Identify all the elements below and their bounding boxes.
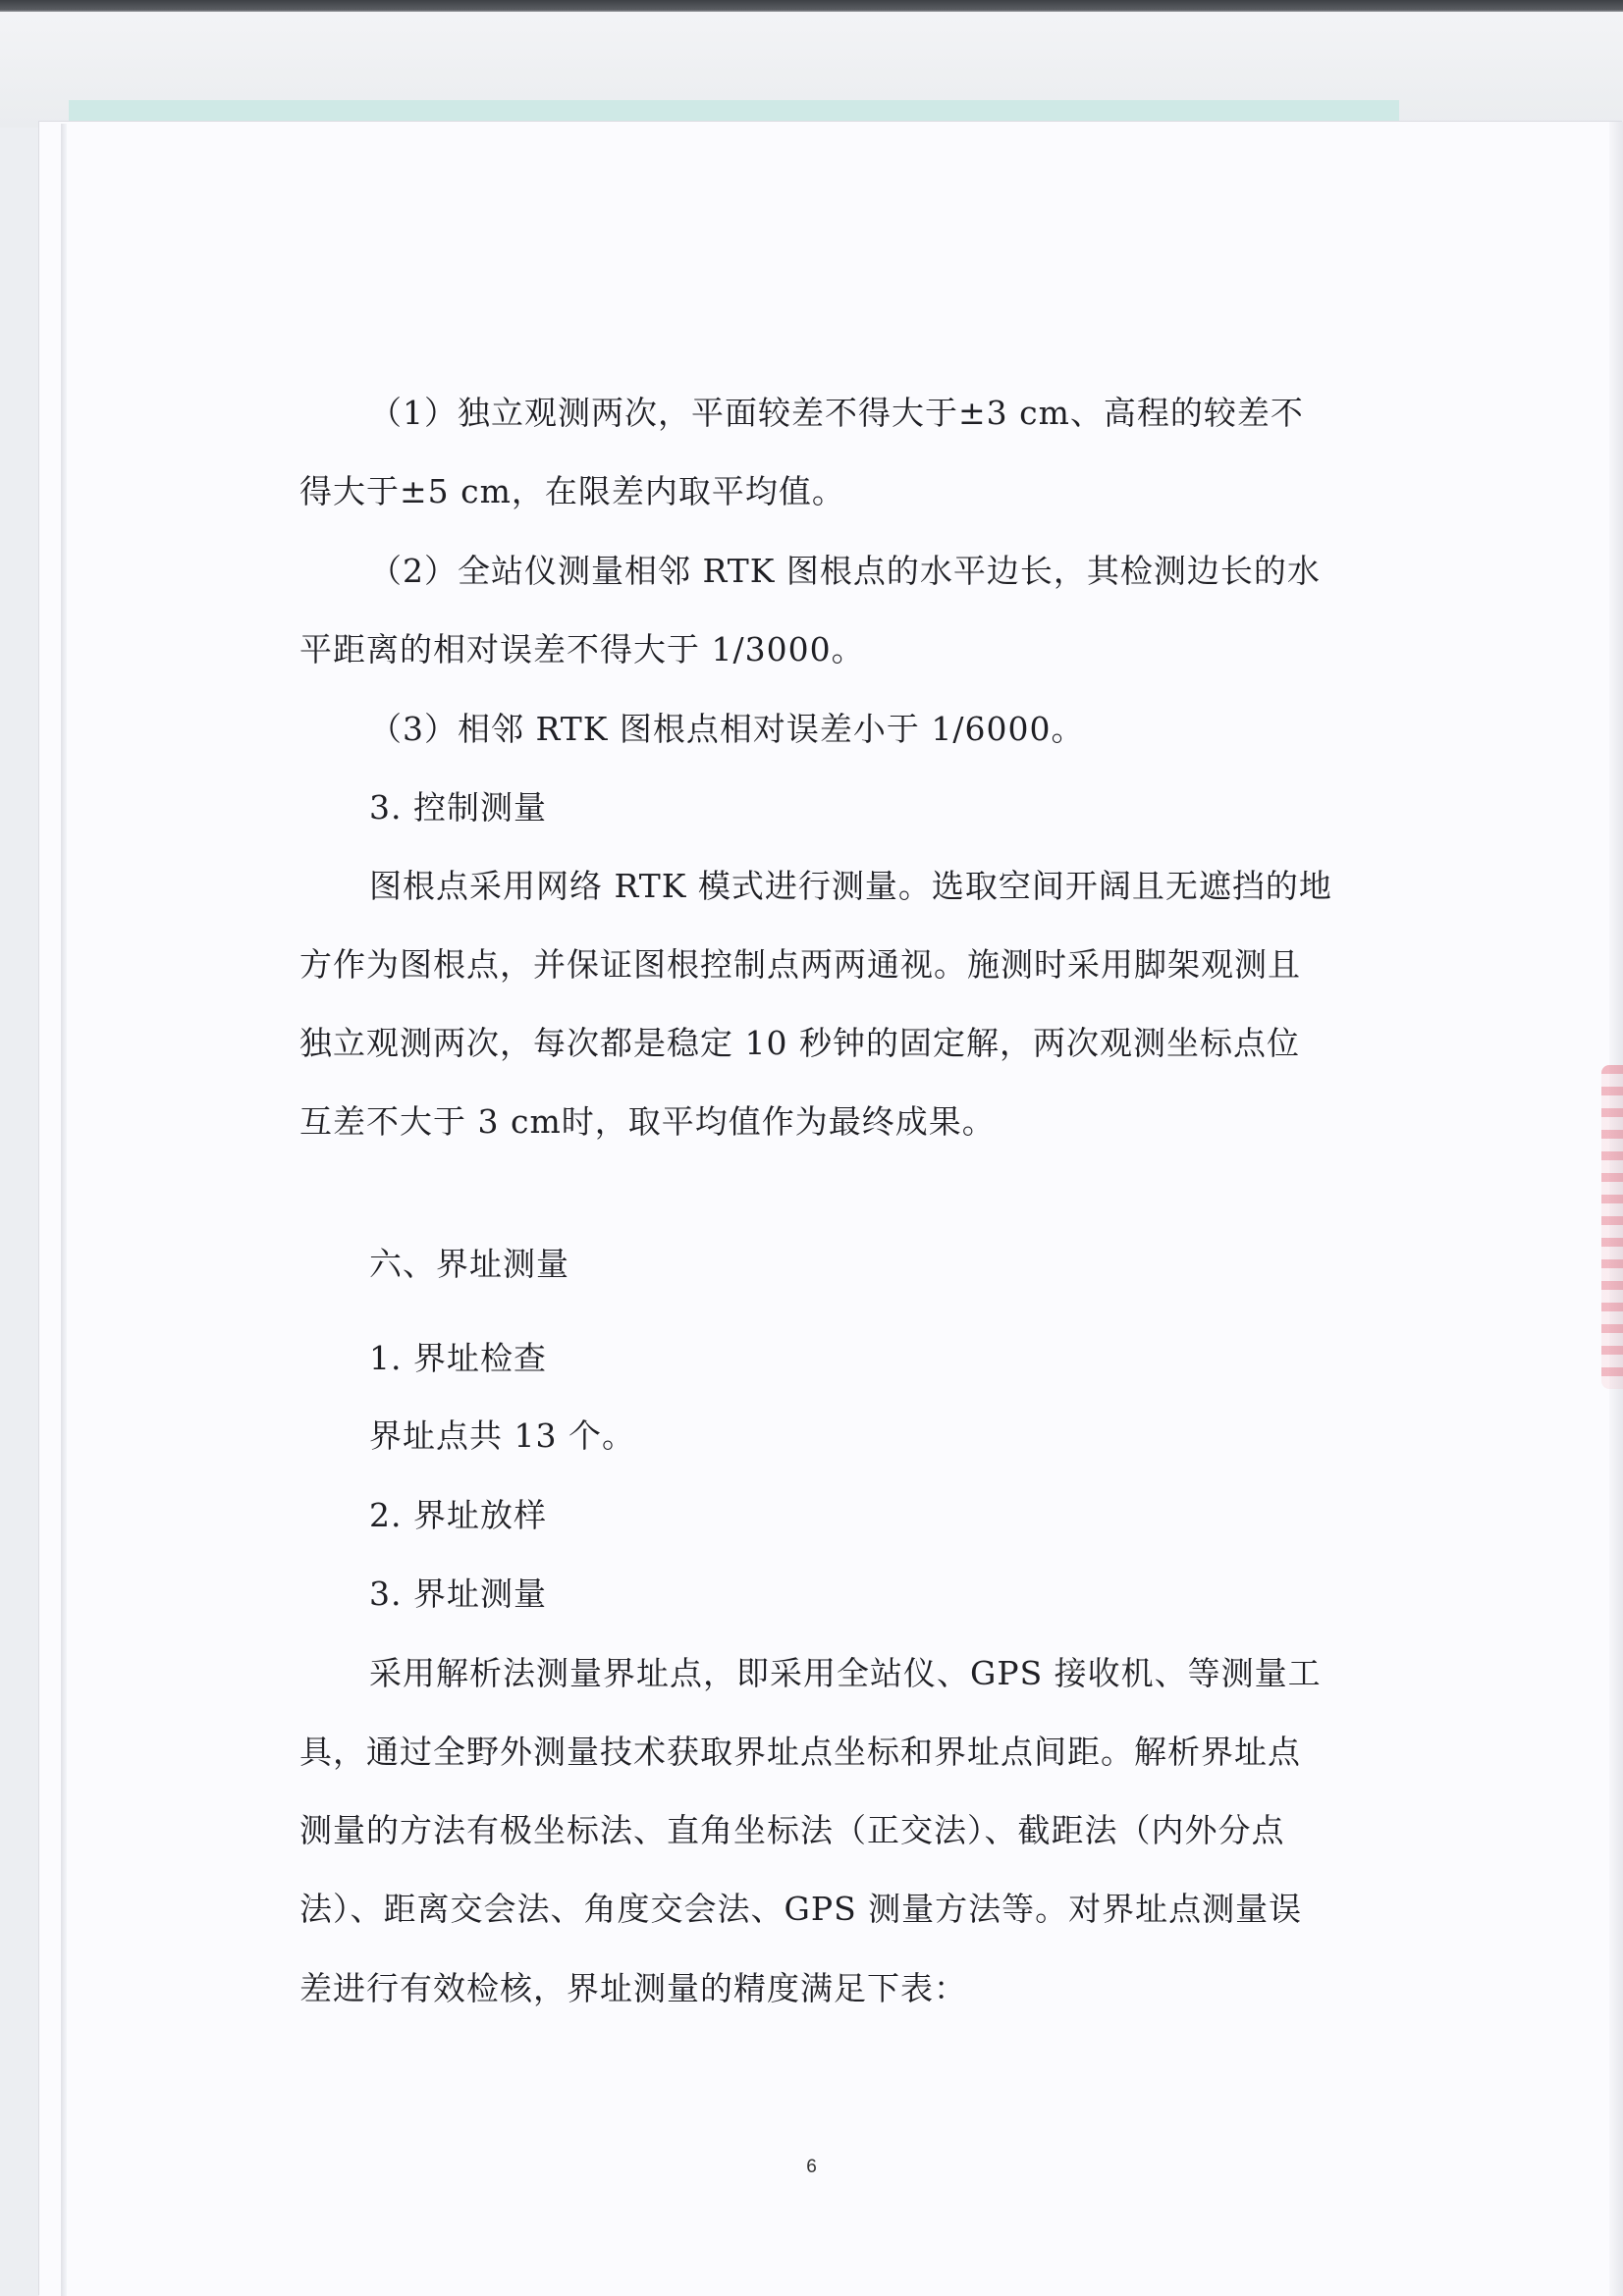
paragraph-line: 图根点采用网络 RTK 模式进行测量。选取空间开阔且无遮挡的地 — [369, 867, 1332, 905]
paragraph-line: （2）全站仪测量相邻 RTK 图根点的水平边长，其检测边长的水 — [369, 552, 1321, 590]
paragraph-line: （1）独立观测两次，平面较差不得大于±3 cm、高程的较差不 — [369, 394, 1304, 432]
paragraph-line: 测量的方法有极坐标法、直角坐标法（正交法）、截距法（内外分点 — [299, 1811, 1285, 1849]
subheading-boundary-stakeout: 2. 界址放样 — [369, 1496, 547, 1534]
paragraph-line: 界址点共 13 个。 — [369, 1416, 635, 1455]
paragraph-line: 独立观测两次，每次都是稳定 10 秒钟的固定解，两次观测坐标点位 — [299, 1024, 1300, 1062]
seal-fragment — [1601, 1065, 1623, 1389]
subheading-boundary-measurement: 3. 界址测量 — [369, 1575, 547, 1613]
section-heading-boundary-survey: 六、界址测量 — [369, 1245, 569, 1283]
subheading-control-survey: 3. 控制测量 — [369, 788, 547, 827]
paragraph-line: 法）、距离交会法、角度交会法、GPS 测量方法等。对界址点测量误 — [299, 1890, 1303, 1928]
paragraph-line: 互差不大于 3 cm时，取平均值作为最终成果。 — [299, 1102, 996, 1141]
paragraph-line: 差进行有效检核，界址测量的精度满足下表： — [299, 1969, 967, 2007]
subheading-boundary-check: 1. 界址检查 — [369, 1339, 547, 1377]
page-number: 6 — [806, 2157, 817, 2177]
paragraph-line: 平距离的相对误差不得大于 1/3000。 — [299, 630, 865, 668]
teal-strip — [69, 100, 1399, 122]
paragraph-line: 得大于±5 cm，在限差内取平均值。 — [299, 472, 845, 510]
paragraph-line: 采用解析法测量界址点，即采用全站仪、GPS 接收机、等测量工 — [369, 1654, 1322, 1692]
paragraph-line: 方作为图根点，并保证图根控制点两两通视。施测时采用脚架观测且 — [299, 945, 1301, 984]
paragraph-line: （3）相邻 RTK 图根点相对误差小于 1/6000。 — [369, 710, 1085, 748]
page-spine — [61, 124, 67, 2296]
paragraph-line: 具，通过全野外测量技术获取界址点坐标和界址点间距。解析界址点 — [299, 1733, 1301, 1771]
